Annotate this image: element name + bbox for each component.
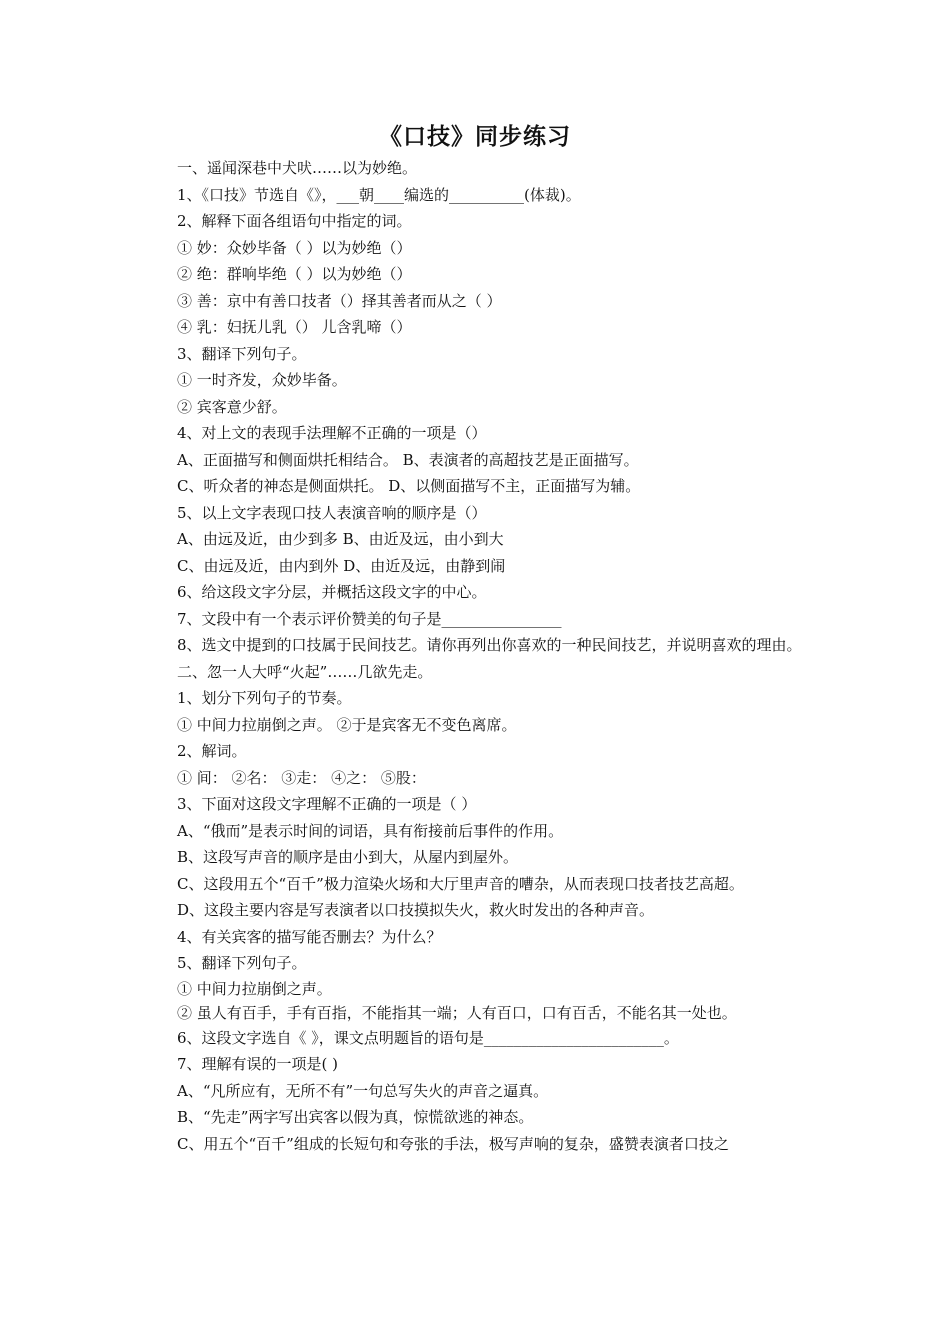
question-line: ④ 乳：妇抚儿乳（） 儿含乳啼（）: [177, 318, 412, 336]
question-line: 2、解释下面各组语句中指定的词。: [177, 212, 412, 230]
question-line: 7、理解有误的一项是( ): [177, 1055, 339, 1073]
question-line: 4、对上文的表现手法理解不正确的一项是（）: [177, 424, 487, 442]
question-line: ② 绝：群响毕绝（ ）以为妙绝（）: [177, 265, 412, 283]
question-line: ② 虽人有百手，手有百指，不能指其一端；人有百口，口有百舌，不能名其一处也。: [177, 1003, 737, 1022]
question-line: 7、文段中有一个表示评价赞美的句子是________________: [177, 609, 562, 628]
question-line: ② 宾客意少舒。: [177, 397, 287, 416]
exercise-body: [145, 155, 813, 1157]
question-line: C、听众者的神态是侧面烘托。 D、以侧面描写不主，正面描写为辅。: [177, 477, 641, 495]
section-heading-2: 二、忽一人大呼“火起”……几欲先走。: [177, 662, 433, 681]
question-line: A、正面描写和侧面烘托相结合。 B、表演者的高超技艺是正面描写。: [177, 450, 639, 469]
question-line: A、“凡所应有，无所不有”一句总写失火的声音之逼真。: [177, 1081, 549, 1100]
question-line: ① 一时齐发，众妙毕备。: [177, 371, 347, 389]
question-line: 3、下面对这段文字理解不正确的一项是（ ）: [177, 795, 477, 813]
question-line: 3、翻译下列句子。: [177, 344, 307, 363]
question-line: B、“先走”两字写出宾客以假为真，惊慌欲逃的神态。: [177, 1108, 534, 1126]
question-line: C、这段用五个“百千”极力渲染火场和大厅里声音的嘈杂，从而表现口技者技艺高超。: [177, 874, 744, 893]
question-line: D、这段主要内容是写表演者以口技摸拟失火，救火时发出的各种声音。: [177, 901, 655, 919]
question-line: 6、给这段文字分层，并概括这段文字的中心。: [177, 583, 487, 601]
question-line: 5、以上文字表现口技人表演音响的顺序是（）: [177, 503, 487, 522]
question-line: B、这段写声音的顺序是由小到大，从屋内到屋外。: [177, 848, 519, 866]
question-line: C、用五个“百千”组成的长短句和夸张的手法，极写声响的复杂，盛赞表演者口技之: [177, 1134, 729, 1153]
question-line: A、“俄而”是表示时间的词语，具有衔接前后事件的作用。: [177, 821, 564, 840]
question-line: ① 妙：众妙毕备（ ）以为妙绝（）: [177, 238, 412, 257]
page-title: 《口技》同步练习: [379, 124, 571, 150]
question-line: 1、《口技》节选自《》，___朝____编选的__________(体裁)。: [177, 185, 581, 204]
question-line: 5、翻译下列句子。: [177, 954, 307, 972]
question-line: ③ 善：京中有善口技者（）择其善者而从之（ ）: [177, 291, 502, 310]
question-line: 4、有关宾客的描写能否删去？为什么？: [177, 927, 442, 946]
question-line: 2、解词。: [177, 742, 247, 760]
question-line: 1、划分下列句子的节奏。: [177, 689, 352, 707]
question-line: C、由远及近，由内到外 D、由近及远，由静到闹: [177, 556, 506, 575]
question-line: 8、选文中提到的口技属于民间技艺。请你再列出你喜欢的一种民间技艺，并说明喜欢的理由。: [177, 636, 802, 654]
question-line: ① 中间力拉崩倒之声。 ②于是宾客无不变色离席。: [177, 715, 517, 734]
question-line: ① 间： ②名： ③走： ④之： ⑤股：: [177, 768, 426, 787]
question-line: A、由远及近，由少到多 B、由近及远，由小到大: [177, 530, 504, 548]
question-line: 6、这段文字选自《 》，课文点明题旨的语句是________________________。: [177, 1028, 679, 1047]
question-line: ① 中间力拉崩倒之声。: [177, 979, 332, 998]
section-heading-1: 一、遥闻深巷中犬吠……以为妙绝。: [177, 159, 418, 177]
